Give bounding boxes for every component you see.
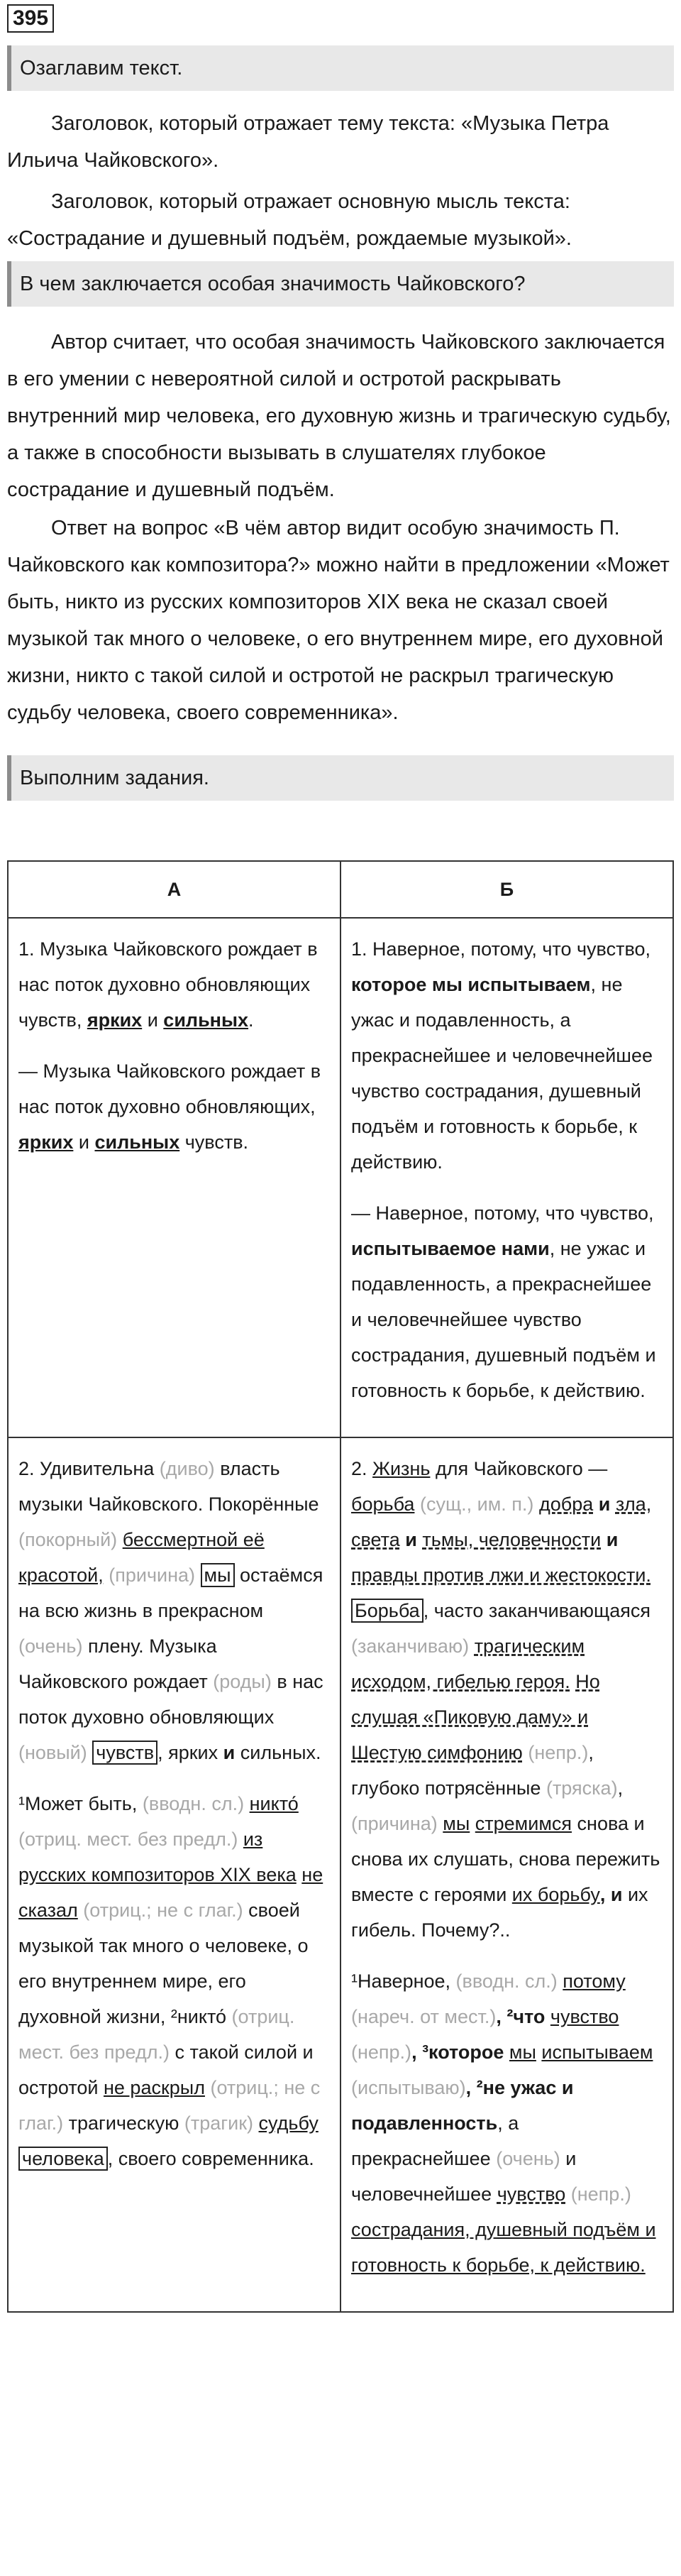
title-theme <box>7 105 674 179</box>
text: , ярких <box>157 1742 218 1763</box>
text: Покорённые <box>208 1493 319 1515</box>
highlighted-word: сильных <box>94 1131 180 1153</box>
cell-1b <box>340 918 673 1437</box>
predicate-phrase: , ²не ужас и подавленность <box>351 2077 574 2134</box>
text: сильных. <box>240 1742 321 1763</box>
underlined-phrase: сострадания, душевный подъём и готовность к борьбе, к действию. <box>351 2219 656 2276</box>
highlighted-clause: которое мы испытываем <box>351 974 591 995</box>
text: — Музыка Чайковского рождает в нас поток духовно обновляющих, <box>18 1060 321 1117</box>
underlined-phrase: правды против лжи и жестокости. <box>351 1564 651 1586</box>
answer-paragraph-1 <box>7 324 674 508</box>
underlined-predicate: не сказал <box>18 1864 323 1921</box>
text: 1. Наверное, потому, что чувство, <box>351 938 651 960</box>
text: трагическую <box>68 2112 179 2134</box>
table-row <box>8 918 673 1437</box>
note: (вводн. сл.) <box>142 1793 245 1814</box>
analysis-2a-paragraph-2 <box>18 1786 330 2176</box>
underlined-phrase: зла, света <box>351 1493 652 1550</box>
text: своей музыкой так много о человеке, о его внутреннем мире, его духовной жизни, ²никто́ <box>18 1900 309 2027</box>
section-title-titles: Озаглавим текст. <box>7 45 674 91</box>
section-title-significance: В чем заключается особая значимость Чайковского? <box>7 261 674 307</box>
text: , не ужас и подавленность, а прекраснейшее и человечнейшее чувство сострадания, душевный подъём и готовность к борьбе, к действию. <box>351 974 653 1173</box>
underlined-word: судьбу <box>258 2112 319 2134</box>
sentence-1b-original <box>351 931 663 1180</box>
text: ¹Наверное, <box>351 1971 451 1992</box>
title-idea-text: Заголовок, который отражает основную мысль текста: «Сострадание и душевный подъём, рождаемые музыкой». <box>7 190 572 250</box>
text: ¹Может быть, <box>18 1793 138 1814</box>
text: , не ужас и подавленность, а прекраснейшее и человечнейшее чувство сострадания, душевный подъём и готовность к борьбе, к действию. <box>351 1238 656 1401</box>
title-theme-text: Заголовок, который отражает тему текста: «Музыка Петра Ильича Чайковского». <box>7 112 609 172</box>
note: (непр.) <box>570 2183 631 2205</box>
note: (тряска) <box>546 1777 618 1799</box>
text: с такой силой и остротой <box>18 2041 314 2098</box>
note: (непр.) <box>351 2041 412 2063</box>
text: — Наверное, потому, что чувство, <box>351 1202 654 1224</box>
underlined-predicate: стремимся <box>475 1813 572 1834</box>
exercise-number: 395 <box>7 4 54 33</box>
note: (непр.) <box>528 1742 589 1763</box>
answer-paragraph-1-text: Автор считает, что особая значимость Чайковского заключается в его умении с невероятной силой и остротой раскрывать внутренний мир человека, его духовную жизнь и трагическую судьбу, а также в способности вызывать в слушателях глубокое сострадание и душевный подъём. <box>7 331 671 501</box>
conjunction: и <box>606 1529 619 1550</box>
underlined-phrase: бессмертной её красотой, <box>18 1529 265 1586</box>
note: (очень) <box>496 2148 560 2169</box>
underlined-phrase: Но слушая «Пиковую даму» и Шестую симфонию <box>351 1671 600 1763</box>
note: (отриц. мест. без предл.) <box>18 2006 295 2063</box>
section-title-tasks: Выполним задания. <box>7 755 674 801</box>
title-idea <box>7 183 674 257</box>
highlighted-word: ярких <box>87 1009 143 1031</box>
analysis-2b-paragraph-1 <box>351 1451 663 1948</box>
text: остаёмся на всю жизнь в прекрасном <box>18 1564 323 1621</box>
boxed-word: человека <box>18 2147 108 2171</box>
underlined-word: чувство <box>497 2183 566 2205</box>
underlined-predicate: испытываем <box>541 2041 653 2063</box>
boxed-word: чувств <box>92 1741 157 1765</box>
text: 2. Удивительна <box>18 1458 155 1479</box>
underlined-subject: чувство <box>550 2006 619 2027</box>
underlined-word: добра <box>538 1493 594 1515</box>
text: плену. <box>87 1635 144 1657</box>
text: чувств. <box>179 1131 249 1153</box>
note: (сущ., им. п.) <box>419 1493 534 1515</box>
conjunction: , ²что <box>496 2006 546 2027</box>
underlined-phrase: трагическим исходом, гибелью героя. <box>351 1635 585 1692</box>
note: (очень) <box>18 1635 83 1657</box>
text: и человечнейшее <box>351 2148 577 2205</box>
relative-pronoun: , ³которое <box>411 2041 504 2063</box>
cell-2a <box>8 1437 340 2312</box>
underlined-predicate: не раскрыл <box>104 2077 205 2098</box>
text: для Чайковского — <box>435 1458 608 1479</box>
answers-table <box>7 860 674 2313</box>
sentence-1b-rewritten <box>351 1195 663 1408</box>
underlined-word: потому <box>563 1971 626 1992</box>
text: , <box>617 1777 624 1799</box>
text: , а прекраснейшее <box>351 2112 519 2169</box>
boxed-word: мы <box>201 1563 235 1587</box>
note: (отриц.; не с глаг.) <box>18 2077 321 2134</box>
note: (трагик) <box>184 2112 254 2134</box>
sentence-1a-rewritten <box>18 1053 330 1160</box>
text: власть музыки Чайковского. <box>18 1458 280 1515</box>
text: их гибель. Почему?.. <box>351 1884 648 1941</box>
highlighted-word: ярких <box>18 1131 74 1153</box>
text: в нас поток духовно обновляющих <box>18 1671 323 1728</box>
note: (отриц. мест. без предл.) <box>18 1829 238 1850</box>
text: 1. Музыка Чайковского рождает в нас поток духовно обновляющих чувств, <box>18 938 318 1031</box>
text: 2. <box>351 1458 367 1479</box>
boxed-word: Борьба <box>351 1599 423 1623</box>
conjunction: и <box>405 1529 417 1550</box>
underlined-subject: мы <box>509 2041 536 2063</box>
underlined-subject: мы <box>443 1813 470 1834</box>
text: . <box>248 1009 254 1031</box>
note: (роды) <box>213 1671 272 1692</box>
column-header-a: А <box>8 861 340 918</box>
text: , своего современника. <box>107 2148 314 2169</box>
note: (причина) <box>351 1813 438 1834</box>
note: (причина) <box>109 1564 196 1586</box>
conjunction: , и <box>599 1884 623 1905</box>
highlighted-word: сильных <box>163 1009 249 1031</box>
note: (заканчиваю) <box>351 1635 470 1657</box>
answer-paragraph-2-text: Ответ на вопрос «В чём автор видит особую значимость П. Чайковского как композитора?» можно найти в предложении «Может быть, никто из русских композиторов XIX века не сказал своей музыкой так много о человеке, о его внутреннем мире, его духовной жизни, никто с такой силой и остротой не раскрыл трагическую судьбу человека, своего современника». <box>7 517 670 724</box>
table-row <box>8 1437 673 2312</box>
answer-paragraph-2 <box>7 510 674 731</box>
column-header-b: Б <box>340 861 673 918</box>
underlined-subject: Жизнь <box>372 1458 431 1479</box>
note: (диво) <box>159 1458 215 1479</box>
conjunction: и <box>598 1493 611 1515</box>
underlined-phrase: тьмы, человечности <box>422 1529 602 1550</box>
highlighted-participle: испытываемое нами <box>351 1238 550 1259</box>
text: , глубоко потрясённые <box>351 1742 594 1799</box>
note: (вводн. сл.) <box>455 1971 558 1992</box>
text: и <box>142 1009 164 1031</box>
sentence-1a-original <box>18 931 330 1038</box>
cell-1a <box>8 918 340 1437</box>
underlined-word: никто́ <box>249 1793 299 1814</box>
analysis-2a-paragraph-1 <box>18 1451 330 1770</box>
note: (испытываю) <box>351 2077 466 2098</box>
conjunction: и <box>223 1742 236 1763</box>
underlined-predicate: борьба <box>351 1493 415 1515</box>
text: Музыка Чайковского рождает <box>18 1635 217 1692</box>
underlined-phrase: из русских композиторов XIX века <box>18 1829 297 1885</box>
text: снова и снова их слушать, снова пережить вместе с героями <box>351 1813 660 1905</box>
text: и <box>73 1131 95 1153</box>
note: (новый) <box>18 1742 87 1763</box>
cell-2b <box>340 1437 673 2312</box>
text: , часто заканчивающаяся <box>423 1600 651 1621</box>
underlined-phrase: их борьбу <box>511 1884 600 1905</box>
note: (покорный) <box>18 1529 118 1550</box>
table-header-row <box>8 861 673 918</box>
note: (нареч. от мест.) <box>351 2006 497 2027</box>
note: (отриц.; не с глаг.) <box>83 1900 243 1921</box>
analysis-2b-paragraph-2 <box>351 1963 663 2283</box>
